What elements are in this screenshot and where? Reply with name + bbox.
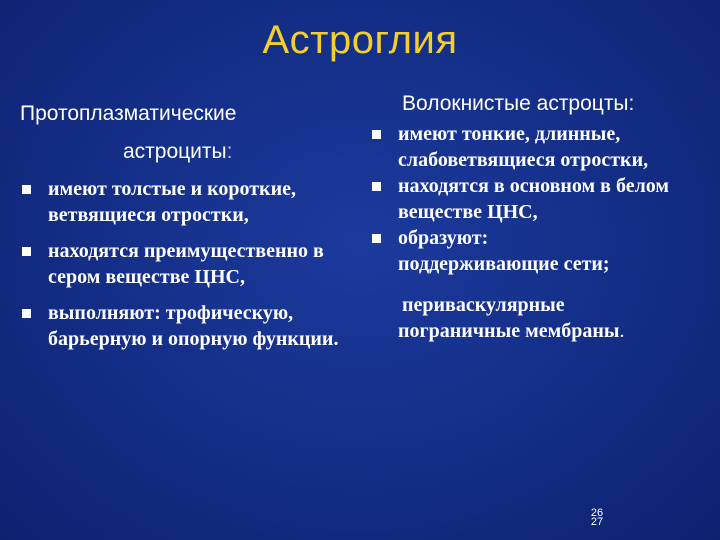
right-extra-line2-wrap [398, 318, 624, 344]
square-bullet-icon [22, 185, 31, 194]
list-item [370, 121, 710, 173]
square-bullet-icon [22, 309, 31, 318]
left-heading-line2: астроциты [123, 140, 227, 163]
slide-title: Астроглия [262, 18, 458, 62]
left-item-2-text: находятся преимущественно в сером веществе ЦНС, [48, 240, 324, 288]
list-item [20, 238, 360, 290]
page-number-b: 27 [590, 516, 604, 528]
list-item [370, 173, 710, 225]
page-number [582, 509, 612, 527]
right-list [370, 121, 710, 277]
right-extra-line2: пограничные мембраны [398, 320, 620, 342]
right-heading: Волокнистые астроцты: [402, 92, 635, 115]
square-bullet-icon [372, 234, 381, 243]
list-item [370, 225, 710, 277]
left-heading-colon: : [226, 140, 233, 163]
list-item [20, 300, 360, 352]
right-extra-line1: периваскулярные [402, 294, 565, 316]
square-bullet-icon [372, 182, 381, 191]
left-item-1-text: имеют толстые и короткие, ветвящиеся отростки, [48, 178, 296, 226]
right-extra-dot: . [619, 320, 625, 342]
right-item-2-text: находятся в основном в белом веществе ЦНС, [398, 175, 670, 223]
left-heading-line1: Протоплазматические [20, 102, 237, 125]
left-heading-line2-wrap [20, 139, 236, 165]
list-item [20, 176, 360, 228]
left-item-3-text: выполняют: трофическую, барьерную и опорную функции. [48, 302, 339, 350]
page-number-a: 26 [590, 507, 604, 519]
square-bullet-icon [372, 130, 381, 139]
left-heading [20, 101, 236, 165]
square-bullet-icon [22, 247, 31, 256]
right-item-3-text: образуют: поддерживающие сети; [398, 227, 610, 275]
right-item-1-text: имеют тонкие, длинные, слабоветвящиеся отростки, [398, 123, 649, 171]
right-extra-text [398, 292, 624, 344]
left-list [20, 176, 360, 352]
